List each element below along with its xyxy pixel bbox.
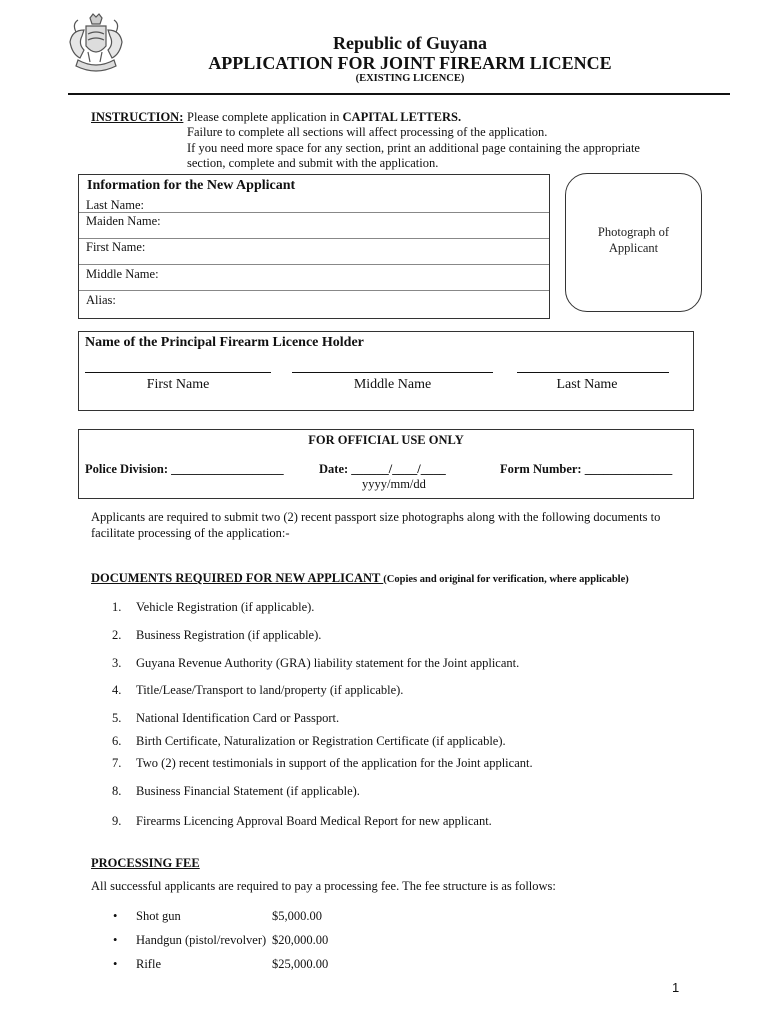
first-name-blank[interactable] bbox=[85, 372, 271, 373]
fee-item-name: Shot gun bbox=[136, 909, 181, 923]
document-item-number: 9. bbox=[112, 814, 122, 828]
document-item: Two (2) recent testimonials in support of the application for the Joint applicant. bbox=[136, 756, 533, 770]
document-item: Title/Lease/Transport to land/property (if applicable). bbox=[136, 683, 404, 697]
processing-fee-title: PROCESSING FEE bbox=[91, 856, 200, 870]
first-name-label: First Name bbox=[146, 377, 210, 392]
document-item-number: 6. bbox=[112, 734, 122, 748]
document-item-number: 2. bbox=[112, 628, 122, 642]
last-name-label: Last Name bbox=[556, 377, 618, 392]
field-divider bbox=[79, 264, 549, 265]
fee-item-amount: $20,000.00 bbox=[272, 933, 329, 947]
document-item-number: 5. bbox=[112, 711, 122, 725]
principal-holder-title: Name of the Principal Firearm Licence Holder bbox=[85, 335, 364, 350]
official-use-section bbox=[78, 429, 694, 499]
document-item: National Identification Card or Passport. bbox=[136, 711, 340, 725]
document-item-number: 8. bbox=[112, 784, 122, 798]
new-applicant-section bbox=[78, 174, 550, 319]
last-name-field[interactable]: Last Name: bbox=[86, 198, 144, 212]
field-divider bbox=[79, 212, 549, 213]
fee-item-name: Rifle bbox=[136, 957, 161, 971]
instruction-line-3: If you need more space for any section, print an additional page containing the appropriate bbox=[187, 141, 640, 155]
requirements-line-1: Applicants are required to submit two (2) recent passport size photographs along with the following documents to bbox=[91, 510, 661, 524]
field-divider bbox=[79, 290, 549, 291]
document-item-number: 4. bbox=[112, 683, 122, 697]
bullet-icon: • bbox=[113, 933, 118, 947]
date-format-hint: yyyy/mm/dd bbox=[362, 477, 426, 491]
photo-label-line-2: Applicant bbox=[608, 241, 659, 255]
fee-item-name: Handgun (pistol/revolver) bbox=[136, 933, 267, 947]
instruction-line-1: Please complete application in CAPITAL LETTERS. bbox=[187, 110, 462, 124]
document-item: Birth Certificate, Naturalization or Registration Certificate (if applicable). bbox=[136, 734, 506, 748]
country-name: Republic of Guyana bbox=[332, 33, 488, 53]
document-item: Business Financial Statement (if applicable). bbox=[136, 784, 360, 798]
maiden-name-field[interactable]: Maiden Name: bbox=[86, 214, 161, 228]
bullet-icon: • bbox=[113, 957, 118, 971]
instruction-line-4: section, complete and submit with the application. bbox=[187, 156, 439, 170]
document-item-number: 7. bbox=[112, 756, 122, 770]
requirements-line-2: facilitate processing of the application:- bbox=[91, 526, 290, 540]
header-divider bbox=[68, 93, 730, 95]
bullet-icon: • bbox=[113, 909, 118, 923]
police-division-field[interactable]: Police Division: __________________ bbox=[85, 462, 284, 476]
instruction-line-2: Failure to complete all sections will affect processing of the application. bbox=[187, 125, 548, 139]
fee-item-amount: $5,000.00 bbox=[272, 909, 322, 923]
principal-holder-section bbox=[78, 331, 694, 411]
middle-name-blank[interactable] bbox=[292, 372, 493, 373]
form-number-field[interactable]: Form Number: ______________ bbox=[500, 462, 673, 476]
photo-placeholder bbox=[565, 173, 702, 312]
document-item-number: 1. bbox=[112, 600, 122, 614]
form-subtitle: (EXISTING LICENCE) bbox=[355, 73, 465, 84]
document-item: Firearms Licencing Approval Board Medical Report for new applicant. bbox=[136, 814, 492, 828]
processing-fee-intro: All successful applicants are required to pay a processing fee. The fee structure is as follows: bbox=[91, 879, 556, 893]
document-item: Guyana Revenue Authority (GRA) liability statement for the Joint applicant. bbox=[136, 656, 520, 670]
alias-field[interactable]: Alias: bbox=[86, 293, 116, 307]
form-title: APPLICATION FOR JOINT FIREARM LICENCE bbox=[208, 53, 612, 73]
instruction-label: INSTRUCTION: bbox=[91, 110, 184, 124]
middle-name-field[interactable]: Middle Name: bbox=[86, 267, 159, 281]
field-divider bbox=[79, 238, 549, 239]
date-field[interactable]: Date: ______/____/____ bbox=[319, 462, 446, 476]
last-name-blank[interactable] bbox=[517, 372, 669, 373]
document-item-number: 3. bbox=[112, 656, 122, 670]
document-item: Vehicle Registration (if applicable). bbox=[136, 600, 315, 614]
middle-name-label: Middle Name bbox=[353, 377, 432, 392]
documents-title: DOCUMENTS REQUIRED FOR NEW APPLICANT (Copies and original for verification, where applicable) bbox=[91, 571, 629, 585]
new-applicant-title: Information for the New Applicant bbox=[87, 178, 296, 193]
fee-item-amount: $25,000.00 bbox=[272, 957, 329, 971]
photo-label-line-1: Photograph of bbox=[597, 225, 670, 239]
page-number: 1 bbox=[672, 980, 680, 995]
first-name-field[interactable]: First Name: bbox=[86, 240, 146, 254]
document-item: Business Registration (if applicable). bbox=[136, 628, 322, 642]
official-use-title: FOR OFFICIAL USE ONLY bbox=[308, 433, 464, 447]
